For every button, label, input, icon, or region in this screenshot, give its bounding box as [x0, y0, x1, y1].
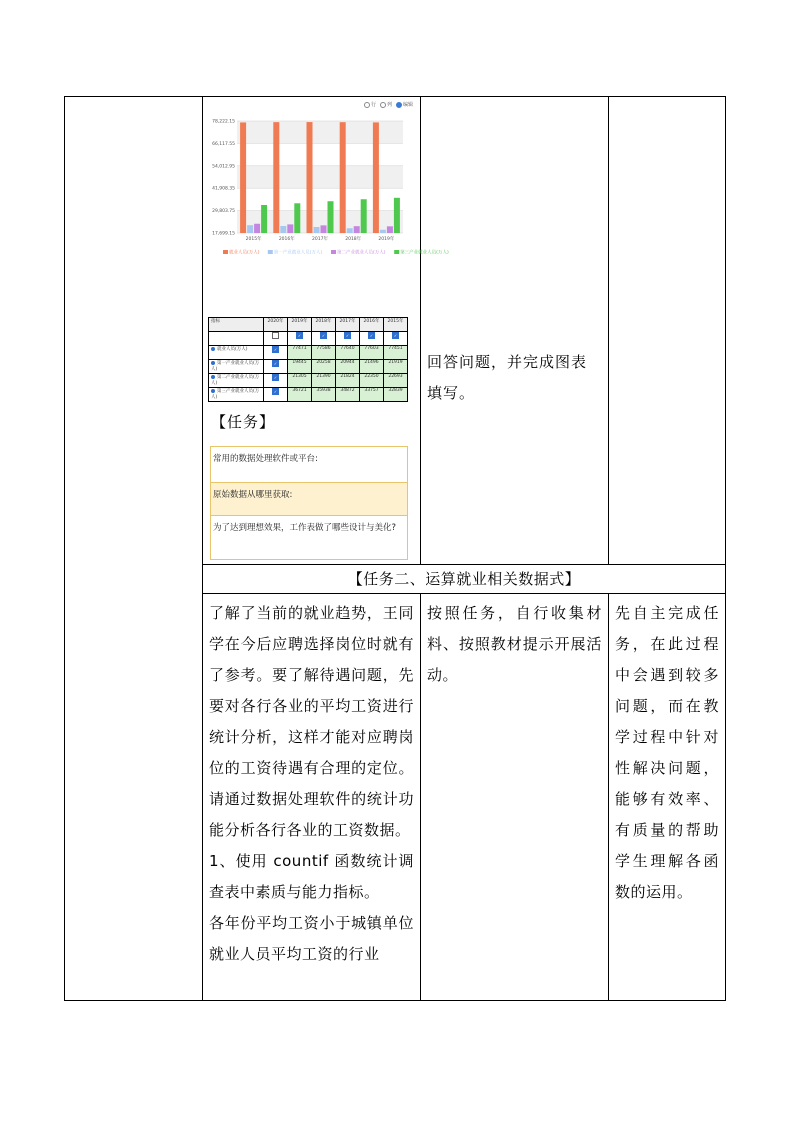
data-cell: 21919 [384, 360, 408, 374]
column-checkbox[interactable]: ✓ [297, 333, 302, 338]
legend-swatch [331, 250, 336, 254]
bar [387, 226, 393, 233]
chart-cell [203, 97, 449, 565]
bar [254, 224, 260, 233]
bar [247, 225, 253, 233]
chart-toggle[interactable] [364, 101, 413, 108]
design-intent-cell [609, 97, 726, 565]
data-cell: 22350 [360, 374, 384, 388]
teacher-activity-cell [203, 594, 421, 1001]
bar [240, 122, 246, 233]
bar [314, 227, 320, 233]
data-cell: 21390 [312, 374, 336, 388]
data-cell: 36721 [288, 388, 312, 402]
header-cell: 2018年 [312, 318, 336, 332]
data-cell: 21305 [288, 374, 312, 388]
bar [307, 122, 313, 233]
legend-swatch [223, 250, 228, 254]
bar [380, 230, 386, 233]
bar [328, 201, 334, 233]
column-checkbox[interactable]: ✓ [369, 333, 374, 338]
paragraph: 各年份平均工资小于城镇单位就业人员平均工资的行业 [209, 914, 414, 963]
y-tick-label: 54,012.95 [212, 164, 235, 170]
answer-instruction: 回答问题，并完成图表填写。 [427, 353, 588, 402]
data-cell: 21496 [360, 360, 384, 374]
x-tick-label: 2018年 [345, 237, 362, 242]
legend-label: 第三产业就业人员(万人) [400, 250, 449, 256]
x-tick-label: 2015年 [245, 237, 262, 242]
data-table [208, 317, 408, 402]
data-cell: 20944 [336, 360, 360, 374]
lesson-table [64, 96, 726, 1001]
task-description [203, 594, 420, 970]
bar [361, 199, 367, 233]
legend-label: 第二产业就业人员(万人) [337, 250, 386, 256]
form-row-design[interactable]: 为了达到理想效果，工作表做了哪些设计与美化? [211, 516, 407, 559]
row-label: 第二产业就业人员(万人) [211, 375, 260, 386]
chart-svg [207, 99, 449, 269]
toggle-row[interactable]: 行 [370, 102, 376, 108]
y-tick-label: 17,699.15 [212, 231, 235, 237]
x-tick-label: 2016年 [278, 237, 295, 242]
header-cell: 2016年 [360, 318, 384, 332]
column-checkbox[interactable]: ✓ [393, 333, 398, 338]
data-cell: 33757 [360, 388, 384, 402]
data-cell: 77471 [288, 346, 312, 360]
section-title: 【任务二、运算就业相关数据式】 [347, 570, 581, 588]
task-label: 【任务】 [211, 413, 276, 431]
header-cell: 2019年 [288, 318, 312, 332]
row-bullet-icon [211, 347, 215, 351]
bar [294, 203, 300, 233]
row-checkbox[interactable]: ✓ [273, 361, 278, 366]
toggle-edit[interactable]: 编辑 [402, 102, 413, 108]
bar [373, 122, 379, 233]
task-form [210, 446, 408, 560]
header-cell: 2015年 [384, 318, 408, 332]
design-intent-cell-2 [609, 594, 726, 1001]
data-cell: 22693 [384, 374, 408, 388]
data-cell: 77640 [336, 346, 360, 360]
form-row-software[interactable]: 常用的数据处理软件或平台: [211, 447, 407, 483]
data-cell: 77451 [384, 346, 408, 360]
legend-swatch [394, 250, 399, 254]
row-label: 第三产业就业人员(万人) [211, 389, 260, 400]
data-cell: 20258 [312, 360, 336, 374]
table-header-row [209, 318, 408, 332]
data-cell: 77603 [360, 346, 384, 360]
data-cell: 21824 [336, 374, 360, 388]
legend-label: 第一产业就业人员(万人) [273, 250, 323, 256]
data-cell: 19445 [288, 360, 312, 374]
row-bullet-icon [211, 389, 215, 393]
y-tick-label: 78,222.15 [212, 119, 235, 125]
student-activity-cell-2 [421, 594, 609, 1001]
header-cell: 2017年 [336, 318, 360, 332]
row-checkbox[interactable]: ✓ [273, 347, 278, 352]
bar [287, 224, 293, 233]
row-label: 就业人员(万人) [217, 347, 248, 352]
data-cell: 32839 [384, 388, 408, 402]
bar [321, 225, 327, 233]
y-tick-label: 29,803.75 [212, 209, 235, 215]
row-bullet-icon [211, 361, 215, 365]
paragraph: 1、使用 countif 函数统计调查表中素质与能力指标。 [209, 852, 414, 901]
y-tick-label: 66,117.55 [212, 141, 235, 147]
x-tick-label: 2019年 [378, 237, 395, 242]
form-row-source[interactable]: 原始数据从哪里获取: [211, 483, 407, 516]
row-bullet-icon [211, 375, 215, 379]
student-activity-text: 按照任务，自行收集材料、按照教材提示开展活动。 [427, 604, 602, 684]
column-checkbox[interactable]: ✓ [321, 333, 326, 338]
table-row [209, 346, 408, 360]
design-intent-text: 先自主完成任务，在此过程中会遇到较多问题，而在教学过程中针对性解决问题，能够有效率、有质量的帮助学生理解各函数的运用。 [615, 604, 719, 901]
data-cell: 35938 [312, 388, 336, 402]
left-empty-cell [65, 97, 203, 1001]
table-row [209, 360, 408, 374]
student-activity-cell [421, 97, 609, 565]
section-title-cell [203, 565, 726, 594]
bar [347, 228, 353, 233]
legend-label: 就业人员(万人) [229, 250, 260, 256]
row-label: 第一产业就业人员(万人) [211, 361, 260, 372]
column-checkbox[interactable]: ✓ [345, 333, 350, 338]
x-tick-label: 2017年 [312, 237, 328, 242]
row-checkbox[interactable]: ✓ [273, 375, 278, 380]
bar [340, 122, 346, 233]
bar [354, 226, 360, 233]
header-cell: 2020年 [264, 318, 288, 332]
data-cell: 77586 [312, 346, 336, 360]
employment-chart [207, 99, 449, 269]
table-row [209, 374, 408, 388]
bar [273, 122, 279, 233]
bar [280, 226, 286, 233]
column-checkbox[interactable] [272, 332, 279, 339]
data-cell: 34872 [336, 388, 360, 402]
y-tick-label: 41,908.35 [212, 186, 235, 192]
legend-swatch [268, 250, 273, 254]
row-checkbox[interactable]: ✓ [273, 389, 278, 394]
bar [394, 198, 400, 233]
bar [261, 205, 267, 233]
header-cell: 指标 [209, 318, 264, 332]
table-row [209, 388, 408, 402]
checkbox-row [209, 332, 408, 346]
paragraph: 了解了当前的就业趋势，王同学在今后应聘选择岗位时就有了参考。要了解待遇问题，先要对各行各业的平均工资进行统计分析，这样才能对应聘岗位的工资待遇有合理的定位。请通过数据处理软件的统计功能分析各行各业的工资数据。 [209, 604, 414, 839]
toggle-col[interactable]: 列 [386, 102, 392, 108]
